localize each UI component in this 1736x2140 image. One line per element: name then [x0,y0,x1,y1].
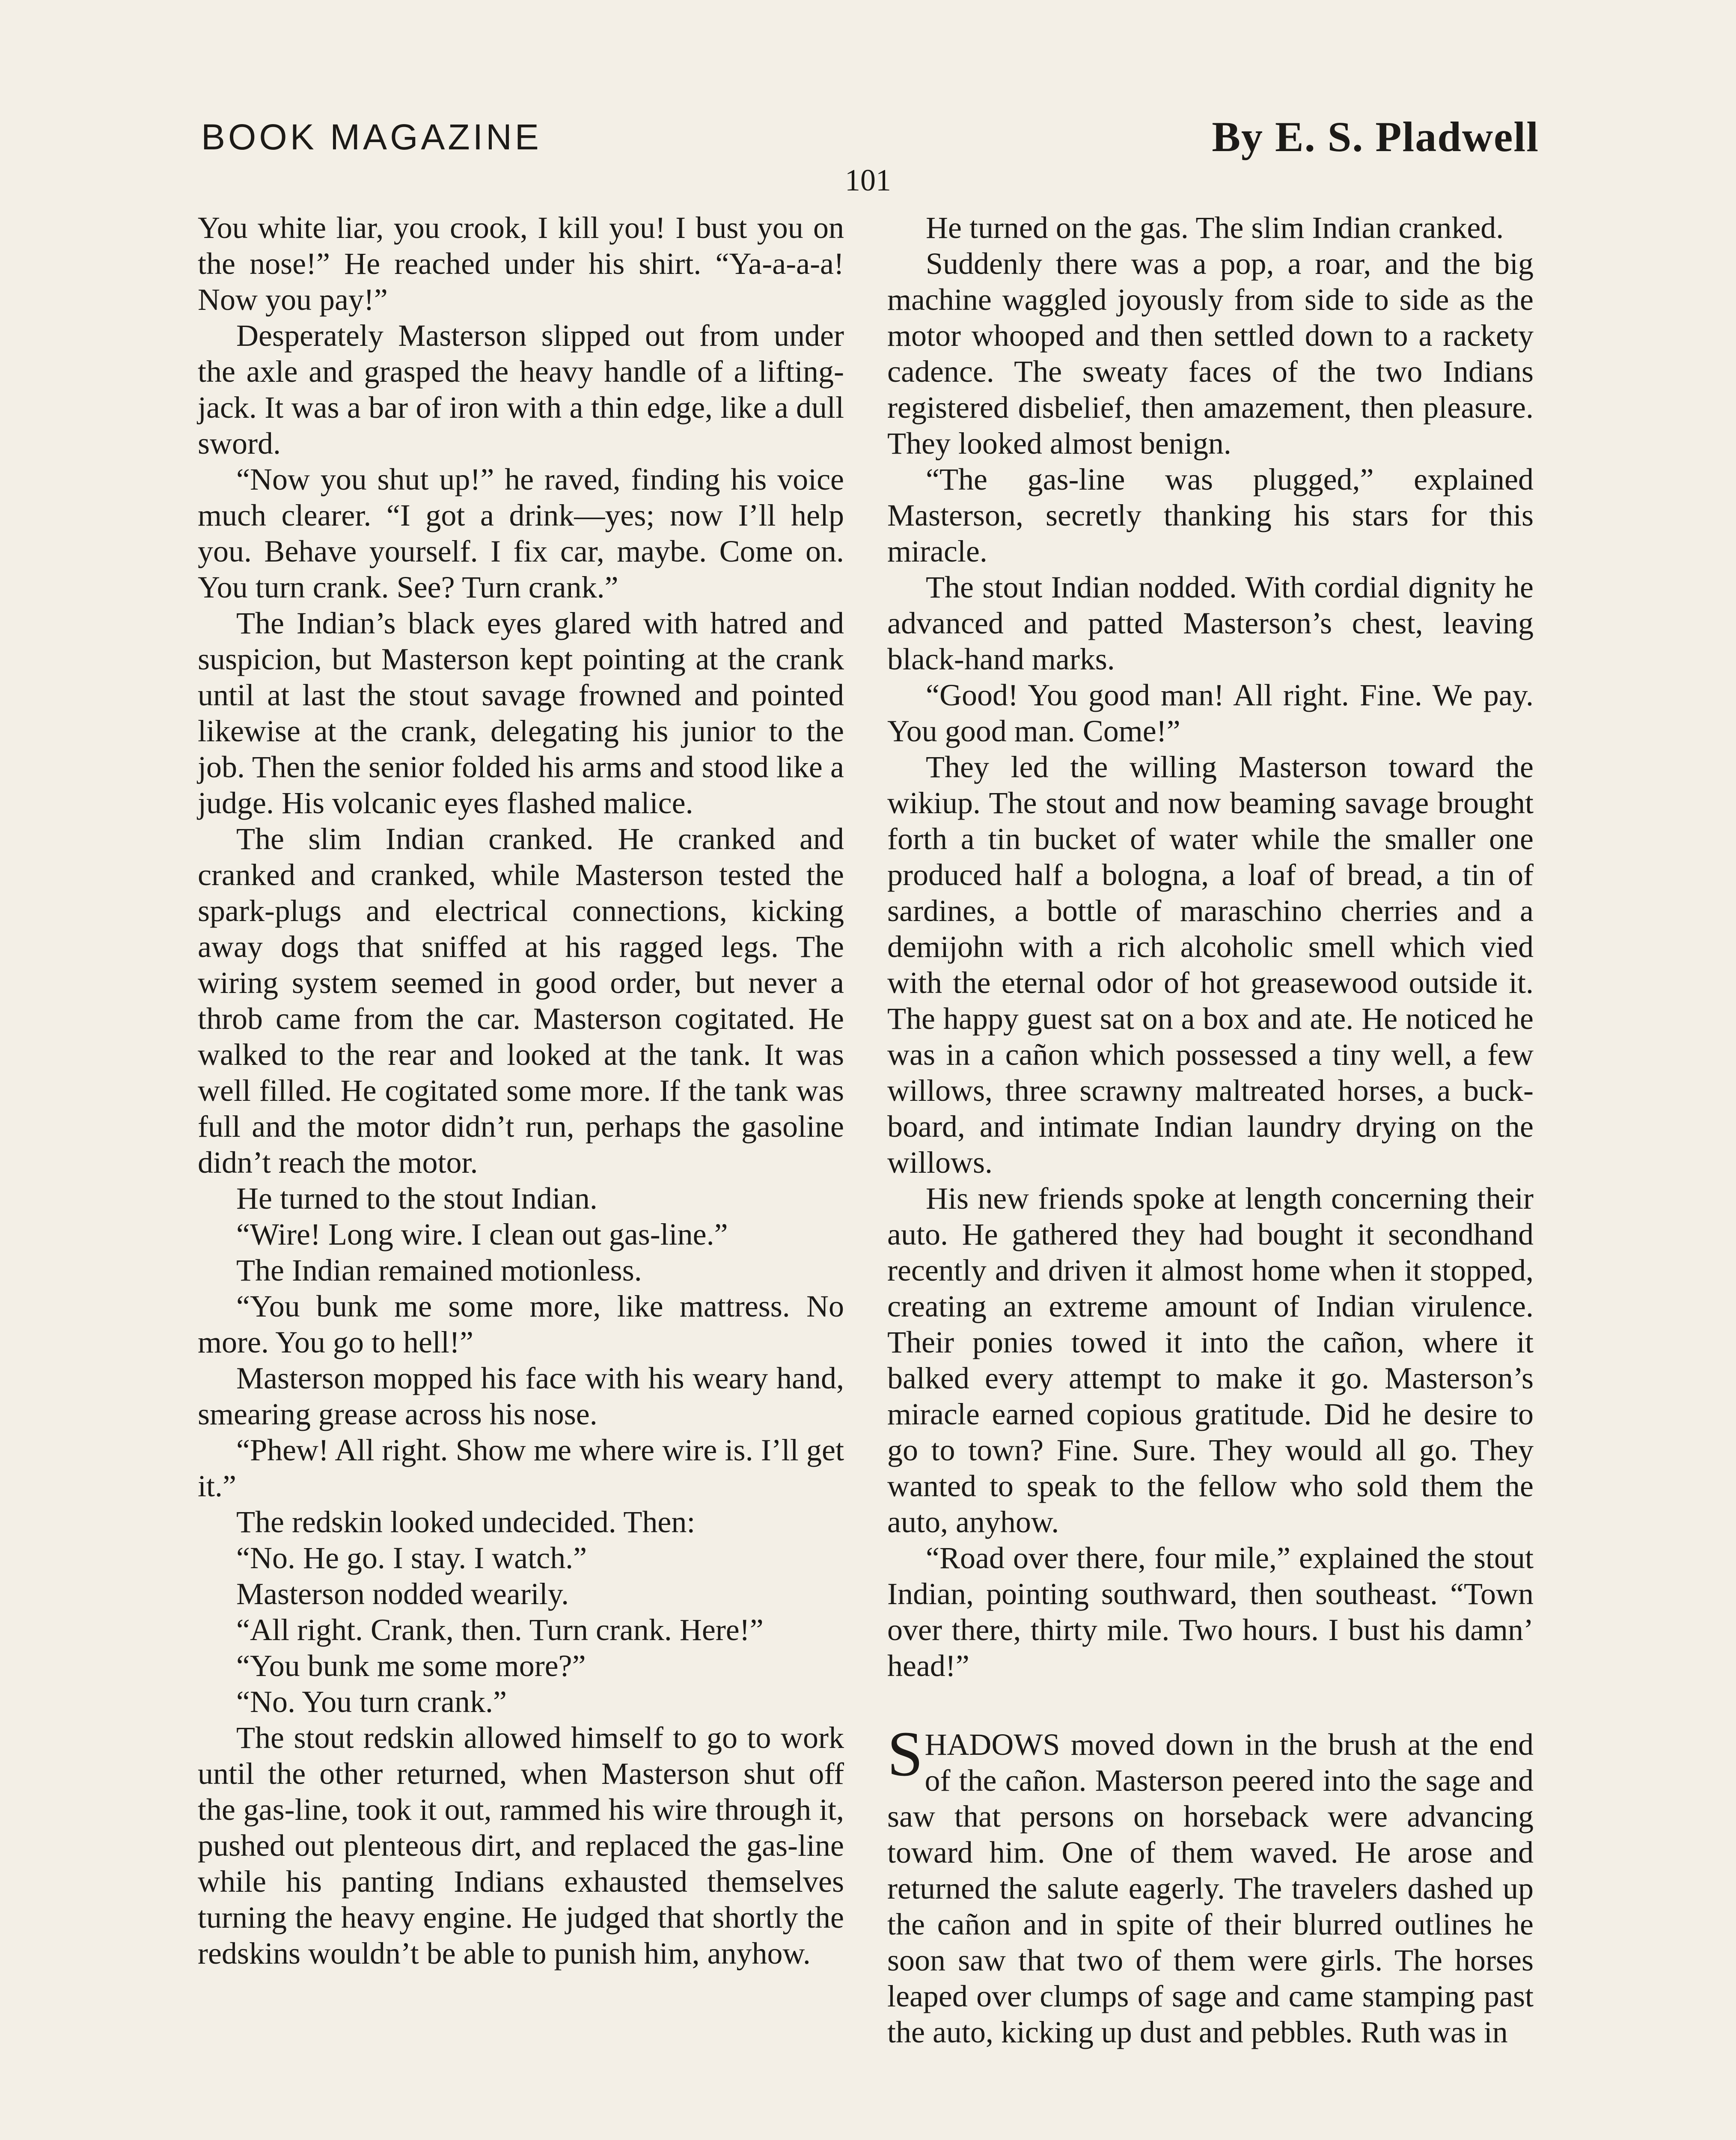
paragraph: Masterson mopped his face with his weary hand, smearing grease across his nose. [198,1361,844,1431]
paragraph: “Good! You good man! All right. Fine. We pay. You good man. Come!” [887,678,1534,748]
paragraph: He turned to the stout Indian. [236,1181,597,1216]
paragraph: “You bunk me some more, like mattress. No more. You go to hell!” [198,1289,844,1359]
paragraph: “Road over there, four mile,” explained the stout Indian, pointing southward, then southeast. “Town over there, thirty mile. Two hours. I bust his damn’ head!” [887,1541,1534,1683]
paragraph: Masterson nodded wearily. [236,1577,569,1611]
paragraph: “The gas-line was plugged,” explained Masterson, secretly thanking his stars for this miracle. [887,462,1534,568]
paragraph: His new friends spoke at length concerning their auto. He gathered they had bought it secondhand recently and driven it almost home when it stopped, creating an extreme amount of Indian virulence. Their ponies towed it into the cañon, where it balked every attempt to make it go. Masterson’s miracle earned copious gratitude. Did he desire to go to town? Fine. Sure. They would all go. They wanted to speak to the fellow who sold them the auto, anyhow. [887,1181,1534,1539]
paragraph: He turned on the gas. The slim Indian cranked. [926,211,1504,245]
paragraph: The slim Indian cranked. He cranked and cranked and cranked, while Masterson tested the spark-plugs and electrical connections, kicking away dogs that sniffed at his ragged legs. The wiring system seemed in good order, but never a throb came from the car. Masterson cogitated. He walked to the rear and looked at the tank. It was well filled. He cogitated some more. If the tank was full and the motor didn’t run, perhaps the gasoline didn’t reach the motor. [198,822,844,1180]
right-column [887,210,1534,2050]
paragraph: “Now you shut up!” he raved, finding his voice much clearer. “I got a drink—yes; now I’ll help you. Behave yourself. I fix car, maybe. Come on. You turn crank. See? Turn crank.” [198,462,844,604]
paragraph: “Wire! Long wire. I clean out gas-line.” [236,1217,728,1251]
section-paragraph [887,1718,1534,2050]
paragraph: “No. He go. I stay. I watch.” [236,1541,587,1575]
paragraph: You white liar, you crook, I kill you! I bust you on the nose!” He reached under his shirt. “Ya-a-a-a! Now you pay!” [198,211,844,317]
paragraph: “You bunk me some more?” [236,1649,586,1683]
page-number: 101 [845,163,891,197]
running-header-author: By E. S. Pladwell [1212,113,1539,160]
paragraph: The stout Indian nodded. With cordial dignity he advanced and patted Masterson’s chest, leaving black-hand marks. [887,570,1534,676]
drop-cap: S [887,1718,923,1789]
paragraph: “No. You turn crank.” [236,1685,507,1719]
running-header-magazine: BOOK MAGAZINE [201,117,542,157]
paragraph: The redskin looked undecided. Then: [236,1505,696,1539]
paragraph: “Phew! All right. Show me where wire is. I’ll get it.” [198,1433,844,1503]
section-text: HADOWS moved down in the brush at the end of the cañon. Masterson peered into the sage and saw that persons on horseback were advancing toward him. One of them waved. He arose and returned the salute eagerly. The travelers dashed up the cañon and in spite of their blurred outlines he soon saw that two of them were girls. The horses leaped over clumps of sage and came stamping past the auto, kicking up dust and pebbles. Ruth was in [887,1727,1534,2049]
paragraph: The Indian remained motionless. [236,1253,642,1287]
paragraph: They led the willing Masterson toward the wikiup. The stout and now beaming savage brought forth a tin bucket of water while the smaller one produced half a bologna, a loaf of bread, a tin of sardines, a bottle of maraschino cherries and a demijohn with a rich alcoholic smell which vied with the eternal odor of hot greasewood outside it. The happy guest sat on a box and ate. He noticed he was in a cañon which possessed a tiny well, a few willows, three scrawny maltreated horses, a buckboard, and intimate Indian laundry drying on the willows. [887,750,1534,1180]
left-column [198,210,844,1971]
paragraph: Suddenly there was a pop, a roar, and the big machine waggled joyously from side to side as the motor whooped and then settled down to a rackety cadence. The sweaty faces of the two Indians registered disbelief, then amazement, then pleasure. They looked almost benign. [887,247,1534,461]
paragraph: Desperately Masterson slipped out from under the axle and grasped the heavy handle of a lifting-jack. It was a bar of iron with a thin edge, like a dull sword. [198,318,844,461]
paragraph: The Indian’s black eyes glared with hatred and suspicion, but Masterson kept pointing at the crank until at last the stout savage frowned and pointed likewise at the crank, delegating his junior to the job. Then the senior folded his arms and stood like a judge. His volcanic eyes flashed malice. [198,606,844,820]
paragraph: “All right. Crank, then. Turn crank. Here!” [236,1613,764,1647]
paragraph: The stout redskin allowed himself to go to work until the other returned, when Masterson shut off the gas-line, took it out, rammed his wire through it, pushed out plenteous dirt, and replaced the gas-line while his panting Indians exhausted themselves turning the heavy engine. He judged that shortly the redskins wouldn’t be able to punish him, anyhow. [198,1721,844,1971]
